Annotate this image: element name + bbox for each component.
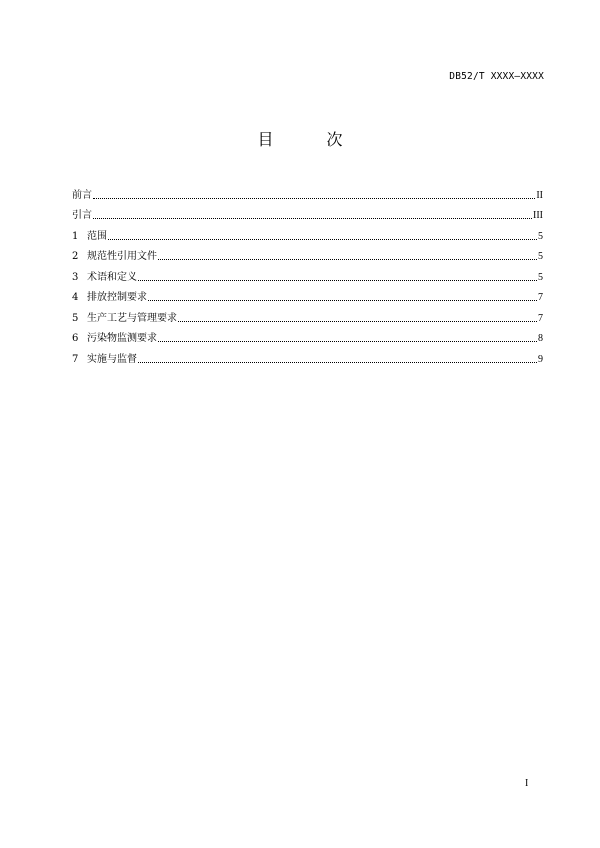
toc-entry-number: 5 [72,312,79,324]
toc-entry-scope[interactable] [72,222,543,243]
toc-entry-production-management[interactable] [72,304,543,325]
dot-leader [138,361,537,363]
table-of-contents [72,181,543,366]
toc-entry-number: 6 [72,333,79,344]
toc-entry-page: II [536,189,543,201]
toc-entry-foreword[interactable] [72,181,543,202]
toc-entry-page: 7 [538,292,543,303]
toc-entry-page: 8 [538,333,543,344]
dot-leader [93,197,535,199]
toc-entry-number: 1 [72,230,79,242]
toc-entry-number: 2 [72,251,79,262]
toc-entry-number: 4 [72,292,79,303]
toc-entry-label: 污染物监测要求 [87,333,157,344]
dot-leader [93,217,532,219]
toc-entry-label: 引言 [72,210,92,221]
toc-entry-normative-references[interactable] [72,243,543,264]
toc-entry-implementation-supervision[interactable] [72,345,543,366]
toc-entry-page: 5 [538,230,543,242]
toc-entry-number: 3 [72,271,79,283]
toc-entry-label: 前言 [72,189,92,201]
toc-entry-label: 术语和定义 [87,271,137,283]
dot-leader [158,340,537,342]
toc-entry-page: 7 [538,312,543,324]
dot-leader [158,258,537,260]
toc-entry-label: 实施与监督 [87,353,137,365]
toc-entry-pollutant-monitoring[interactable] [72,325,543,346]
toc-entry-page: 5 [538,251,543,262]
dot-leader [138,279,537,281]
toc-entry-page: 9 [538,353,543,365]
dot-leader [148,299,537,301]
toc-entry-label: 规范性引用文件 [87,251,157,262]
dot-leader [178,320,537,322]
toc-entry-number: 7 [72,353,79,365]
toc-entry-emission-control[interactable] [72,284,543,305]
toc-entry-page: 5 [538,271,543,283]
toc-entry-label: 生产工艺与管理要求 [87,312,177,324]
document-code: DB52/T XXXX—XXXX [449,71,544,82]
page-number: I [525,778,529,789]
toc-entry-label: 范围 [87,230,107,242]
toc-entry-label: 排放控制要求 [87,292,147,303]
dot-leader [108,238,537,240]
toc-entry-introduction[interactable] [72,202,543,223]
toc-entry-terms-definitions[interactable] [72,263,543,284]
toc-entry-page: III [533,210,543,221]
page-title: 目 次 [257,130,367,149]
